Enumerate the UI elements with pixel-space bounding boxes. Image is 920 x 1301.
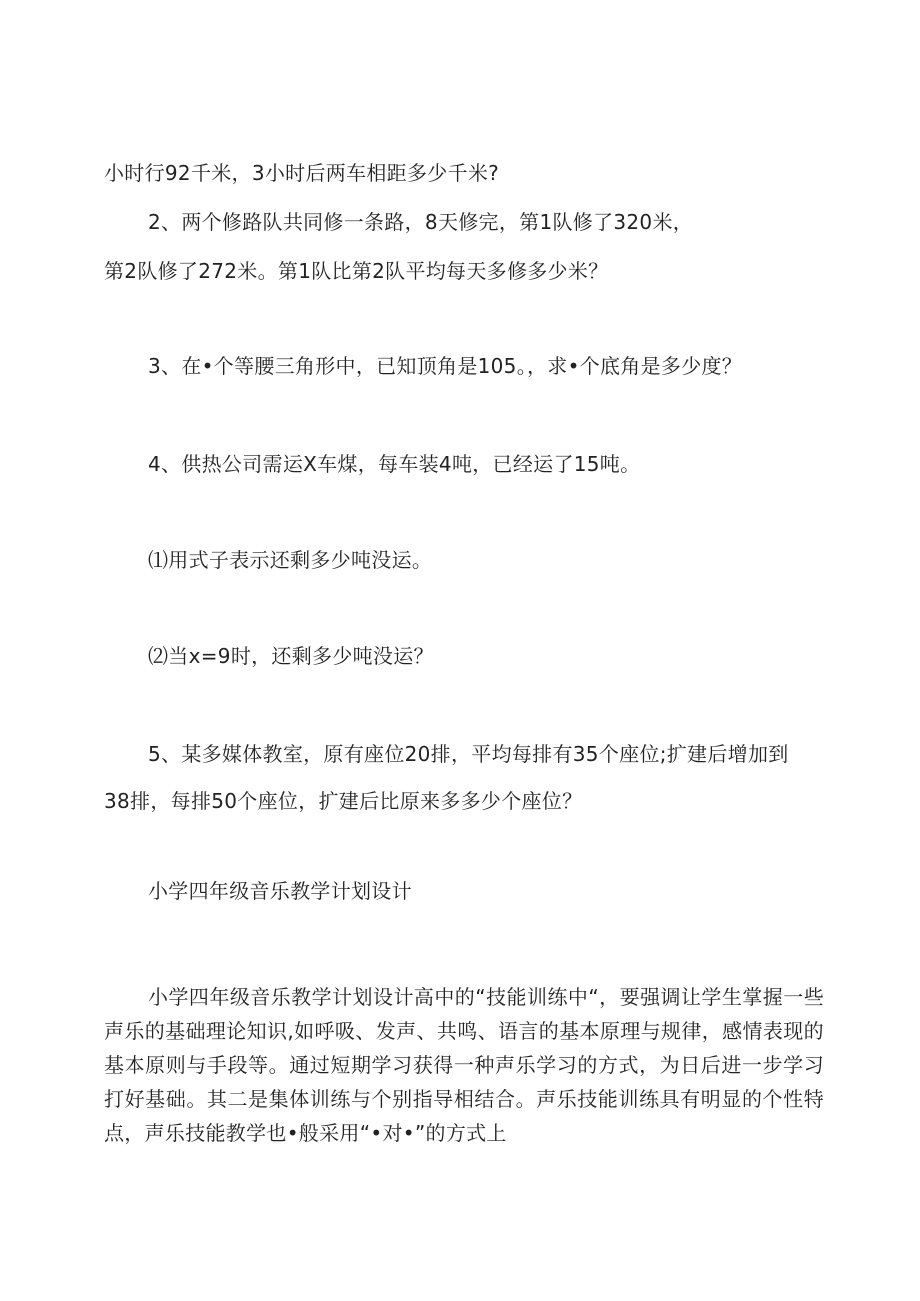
section-title: 小学四年级音乐教学计划设计	[148, 879, 412, 903]
problem-3: 3、在•个等腰三角形中，已知顶角是105。，求•个底角是多少度？	[148, 354, 743, 378]
problem-4: 4、供热公司需运X车煤，每车装4吨，已经运了15吨。	[148, 452, 641, 476]
problem-4-part-2: ⑵当x=9时，还剩多少吨没运？	[148, 644, 434, 668]
problem-2-line-1: 2、两个修路队共同修一条路，8天修完，第1队修了320米，	[148, 210, 694, 234]
body-paragraph: 小学四年级音乐教学计划设计高中的“技能训练中“，要强调让学生掌握一些声乐的基础理论知识,如呼吸、发声、共鸣、语言的基本原理与规律，感情表现的基本原则与手段等。通过短期学习获得一种声乐学习的方式，为日后进一步学习打好基础。其二是集体训练与个别指导相结合。声乐技能训练具有明显的个性特点，声乐技能教学也•般采用“•对•”的方式上	[104, 985, 824, 1145]
problem-2-line-2: 第2队修了272米。第1队比第2队平均每天多修多少米？	[104, 259, 609, 283]
problem-4-part-1: ⑴用式子表示还剩多少吨没运。	[148, 548, 433, 572]
problem-1-continuation: 小时行92千米，3小时后两车相距多少千米?	[104, 161, 500, 185]
problem-5-line-1: 5、某多媒体教室，原有座位20排，平均每排有35个座位;扩建后增加到	[148, 742, 789, 766]
problem-5-line-2: 38排，每排50个座位，扩建后比原来多多少个座位？	[104, 789, 583, 813]
